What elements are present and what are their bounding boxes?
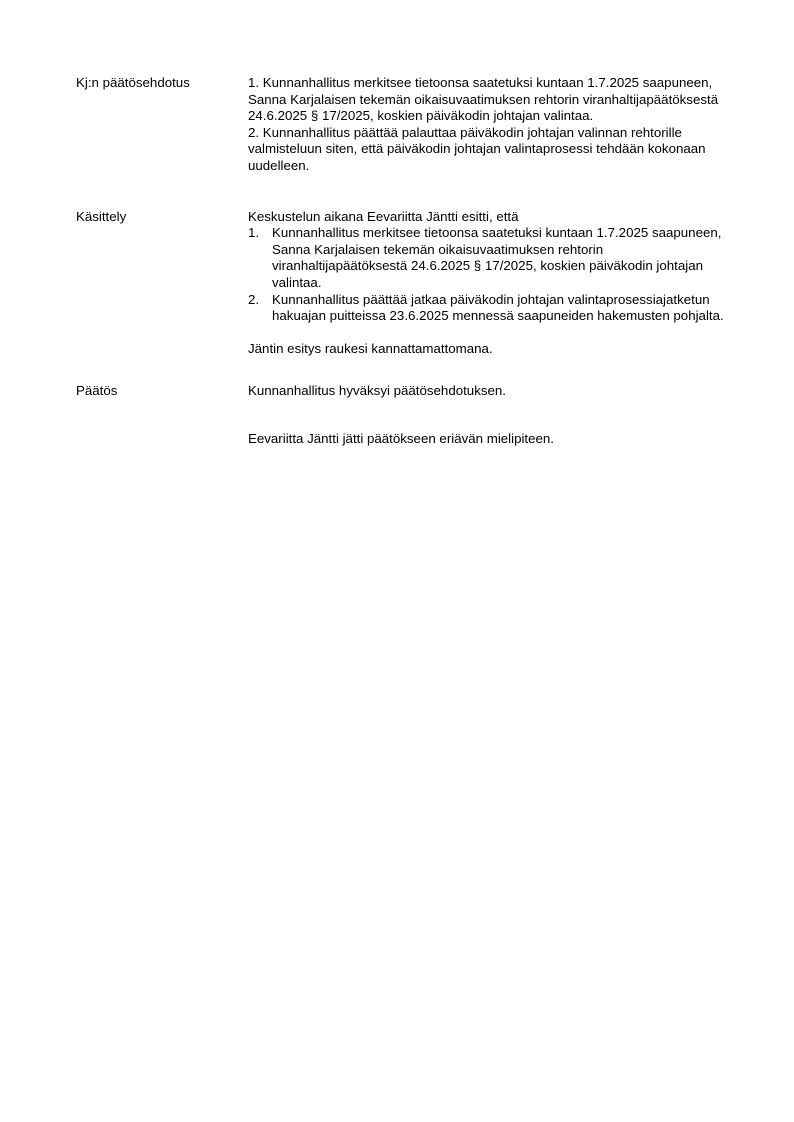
decision-content [248,383,736,447]
spacer [248,325,736,341]
handling-outcome: Jäntin esitys raukesi kannattamattomana. [248,340,493,356]
handling-label: Käsittely [76,208,127,224]
list-item-text: Kunnanhallitus päättää jatkaa päiväkodin johtajan valintaprosessiajatketun hakuajan puitteissa 23.6.2025 mennessä saapuneiden hakemusten pohjalta. [272,291,724,324]
list-item [248,225,736,291]
list-item [248,292,736,325]
list-item-text: Kunnanhallitus merkitsee tietoonsa saatetuksi kuntaan 1.7.2025 saapuneen, Sanna Karjalaisen tekemän oikaisuvaatimuksen rehtorin viranhaltijapäätöksestä 24.6.2025 § 17/2025, koskien päiväkodin johtajan valintaa. [272,225,722,290]
handling-intro: Keskustelun aikana Eevariitta Jäntti esitti, että [248,208,519,224]
list-item-number: 1. [248,225,260,241]
proposal-item-1: 1. Kunnanhallitus merkitsee tietoonsa saatetuksi kuntaan 1.7.2025 saapuneen, Sanna Karjalaisen tekemän oikaisuvaatimuksen rehtorin viranhaltijapäätöksestä 24.6.2025 § 17/2025, koskien päiväkodin johtajan valintaa. [248,75,719,124]
handling-list [248,225,736,325]
decision-section [76,383,736,447]
proposal-item-2: 2. Kunnanhallitus päättää palauttaa päiväkodin johtajan valinnan rehtorille valmisteluun siten, että päiväkodin johtajan valintaprosessi tehdään kokonaan uudelleen. [248,124,706,173]
dissent-text: Eevariitta Jäntti jätti päätökseen eriävän mielipiteen. [248,430,554,446]
decision-label: Päätös [76,383,118,399]
proposal-label: Kj:n päätösehdotus [76,75,190,90]
handling-content [248,209,736,358]
document-page [76,75,736,448]
handling-section [76,209,736,358]
list-item-number: 2. [248,291,260,307]
decision-text: Kunnanhallitus hyväksyi päätösehdotuksen. [248,383,506,399]
proposal-section [76,75,736,175]
proposal-content [248,75,736,175]
